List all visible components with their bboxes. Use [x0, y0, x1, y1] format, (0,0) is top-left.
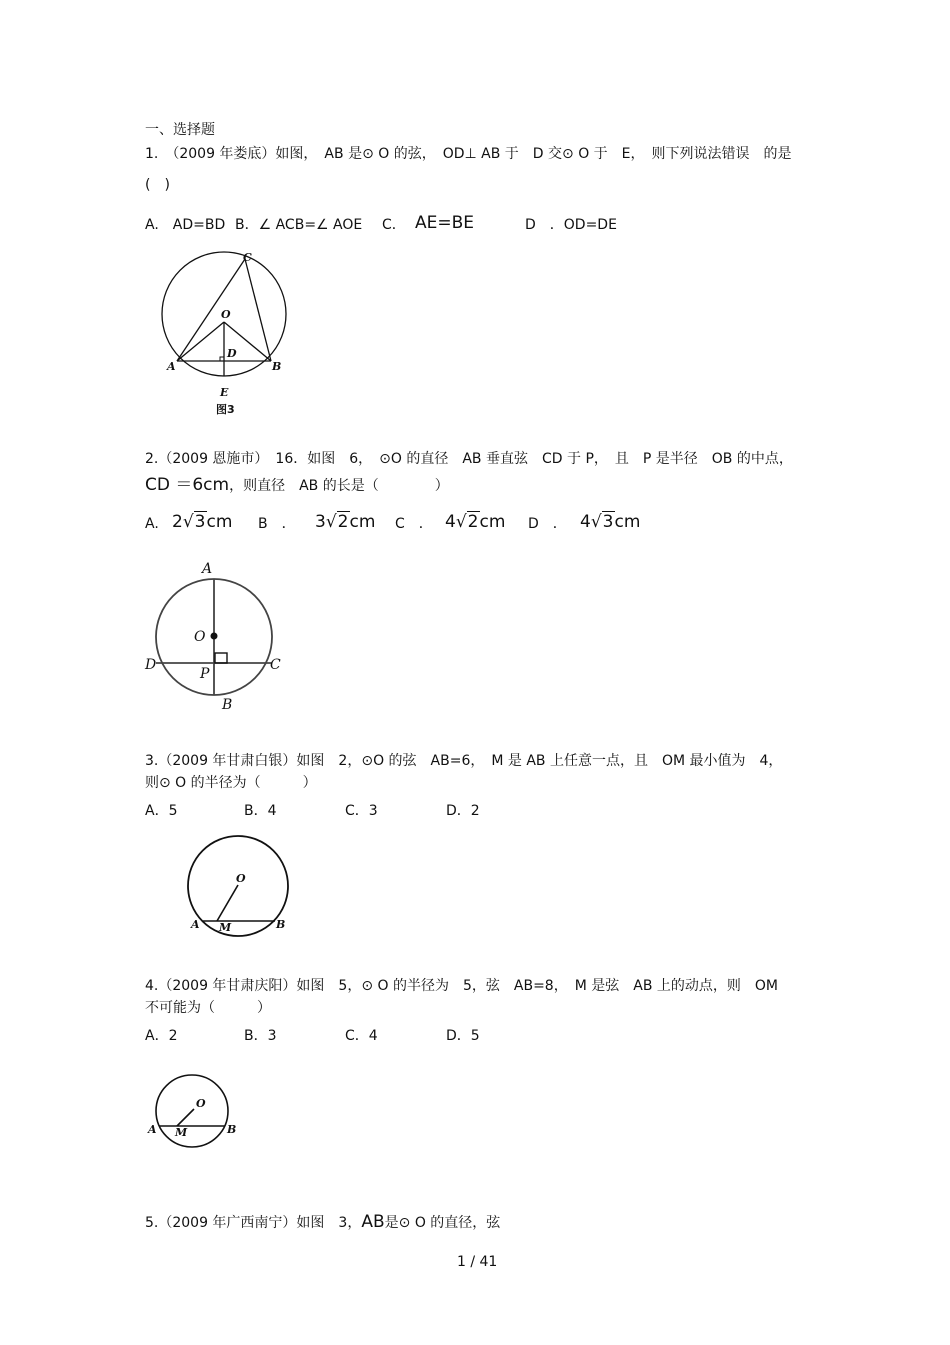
q2-option-b-unit: cm — [349, 512, 376, 532]
q2-option-a-label: A. — [145, 516, 159, 532]
q4-stem-line1: 4.（2009 年甘肃庆阳）如图 5，⊙ O 的半径为 5，弦 AB=8， M 是弦 AB 上的动点，则 OM — [145, 978, 778, 994]
q3-segment-om — [217, 885, 238, 921]
q3-figure — [185, 835, 295, 935]
q1-option-b: B．∠ ACB=∠ AOE — [235, 217, 363, 233]
q4-label-o: O — [196, 1097, 206, 1110]
q4-option-b: B．3 — [244, 1028, 277, 1044]
q2-stem-line2 — [145, 476, 449, 495]
q1-label-o: O — [221, 308, 231, 321]
q5-stem-ab: AB — [361, 1212, 385, 1232]
q5-stem-prefix: 5.（2009 年广西南宁）如图 3， — [145, 1215, 362, 1231]
q3-option-b: B．4 — [244, 803, 277, 819]
q2-label-b: B — [222, 697, 233, 713]
q4-stem-line2: 不可能为（ ） — [145, 1000, 271, 1016]
q4-option-d: D．5 — [446, 1028, 480, 1044]
q2-option-d-coef: 4 — [580, 512, 591, 532]
q2-label-p: P — [200, 666, 210, 682]
q1-option-c: AE=BE — [415, 213, 475, 233]
q2-option-c-label: C ． — [395, 516, 433, 532]
q4-figure — [145, 1073, 245, 1148]
q4-label-a: A — [148, 1123, 157, 1136]
q3-stem-line2: 则⊙ O 的半径为（ ） — [145, 775, 317, 791]
q2-stem-line1: 2.（2009 恩施市） 16．如图 6， ⊙O 的直径 AB 垂直弦 CD 于 P， 且 P 是半径 OB 的中点， — [145, 451, 793, 467]
q3-option-a: A．5 — [145, 803, 178, 819]
q1-segment-oa — [177, 322, 224, 361]
q2-option-b — [315, 513, 375, 531]
q2-label-c: C — [270, 657, 281, 673]
q2-right-angle-mark — [215, 653, 227, 663]
q2-option-b-label: B ． — [258, 516, 296, 532]
q1-option-c-label: C． — [382, 217, 406, 233]
q3-option-d: D．2 — [446, 803, 480, 819]
q2-option-d-radical: √ — [590, 512, 602, 532]
q3-label-m: M — [219, 921, 232, 934]
section-title: 一、选择题 — [145, 122, 215, 138]
q2-option-a-radical: √ — [182, 512, 194, 532]
q1-label-b: B — [272, 360, 282, 373]
q2-label-o: O — [194, 629, 206, 645]
q2-option-b-coef: 3 — [315, 512, 326, 532]
q3-label-a: A — [191, 918, 200, 931]
q2-option-a — [172, 513, 232, 531]
q2-label-d: D — [145, 657, 157, 673]
q3-label-o: O — [236, 872, 246, 885]
q5-stem-suffix: 是⊙ O 的直径，弦 — [384, 1215, 501, 1231]
q3-label-b: B — [276, 918, 286, 931]
q5-stem — [145, 1213, 500, 1232]
q4-option-c: C．4 — [345, 1028, 378, 1044]
q1-stem-line1: 1. （2009 年娄底）如图， AB 是⊙ O 的弦， OD⊥ AB 于 D 交⊙ O 于 E， 则下列说法错误 的是 — [145, 146, 792, 162]
q1-figure — [150, 248, 300, 423]
q4-option-a: A．2 — [145, 1028, 178, 1044]
q2-option-d-label: D ． — [528, 516, 567, 532]
q2-option-c-radical: √ — [455, 512, 467, 532]
q2-option-a-radicand: 3 — [194, 512, 206, 532]
page-number: 1 / 41 — [457, 1254, 498, 1270]
q2-option-c — [445, 513, 505, 531]
q1-segment-ac — [177, 259, 245, 361]
q2-option-d-unit: cm — [614, 512, 641, 532]
q1-option-d: D ．OD=DE — [525, 217, 617, 233]
q2-figure — [142, 557, 292, 717]
q4-segment-om — [177, 1109, 194, 1126]
q1-label-e: E — [220, 386, 229, 399]
q2-label-a: A — [202, 561, 213, 577]
q1-segment-bc — [245, 259, 271, 361]
q2-option-c-radicand: 2 — [467, 512, 479, 532]
q2-option-a-coef: 2 — [172, 512, 183, 532]
q2-option-b-radicand: 2 — [337, 512, 349, 532]
q2-stem-suffix: ，则直径 AB 的长是（ ） — [229, 478, 449, 494]
q1-stem-line2: ( ) — [145, 177, 170, 193]
q2-option-d — [580, 513, 640, 531]
q2-option-c-coef: 4 — [445, 512, 456, 532]
q2-center-dot — [211, 633, 218, 640]
q2-option-b-radical: √ — [325, 512, 337, 532]
q2-cd-length: CD ＝6cm — [145, 475, 230, 495]
q2-option-d-radicand: 3 — [602, 512, 614, 532]
q4-label-b: B — [227, 1123, 237, 1136]
q4-label-m: M — [175, 1126, 188, 1139]
q1-figure-caption: 图3 — [216, 403, 235, 416]
q1-label-c: C — [243, 251, 252, 264]
q2-option-a-unit: cm — [206, 512, 233, 532]
q1-label-a: A — [167, 360, 176, 373]
q3-stem-line1: 3.（2009 年甘肃白银）如图 2，⊙O 的弦 AB=6， M 是 AB 上任意一点，且 OM 最小值为 4， — [145, 753, 783, 769]
q2-option-c-unit: cm — [479, 512, 506, 532]
q3-option-c: C．3 — [345, 803, 378, 819]
q1-option-a: A. AD=BD — [145, 217, 226, 233]
q1-label-d: D — [227, 347, 237, 360]
